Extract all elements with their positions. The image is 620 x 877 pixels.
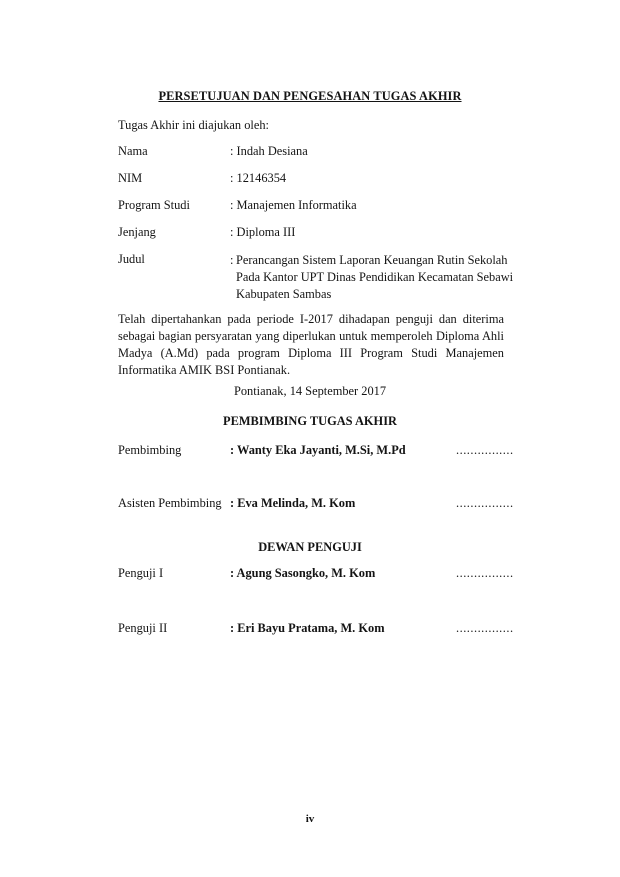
- pembimbing-label: Pembimbing: [118, 443, 182, 457]
- penguji-2-name: : Eri Bayu Pratama, M. Kom: [230, 621, 385, 635]
- penguji-heading: DEWAN PENGUJI: [258, 540, 362, 554]
- pembimbing-name: : Wanty Eka Jayanti, M.Si, M.Pd: [230, 443, 406, 457]
- jenjang-label: Jenjang: [118, 225, 156, 239]
- asisten-pembimbing-signature-line: ................: [456, 496, 514, 510]
- judul-colon: :: [230, 253, 234, 267]
- jenjang-value: : Diploma III: [230, 225, 296, 239]
- judul-label: Judul: [118, 252, 145, 266]
- pembimbing-heading: PEMBIMBING TUGAS AKHIR: [223, 414, 397, 428]
- nama-label: Nama: [118, 144, 148, 158]
- nim-value: : 12146354: [230, 171, 287, 185]
- approval-paragraph: Telah dipertahankan pada periode I-2017 dihadapan penguji dan diterima sebagai bagian persyaratan yang diperlukan untuk memperoleh Diploma Ahli Madya (A.Md) pada program Diploma III Program Studi Manajemen Informatika AMIK BSI Pontianak.: [118, 312, 504, 377]
- penguji-1-signature-line: ................: [456, 566, 514, 580]
- penguji-2-signature-line: ................: [456, 621, 514, 635]
- program-studi-value: : Manajemen Informatika: [230, 198, 357, 212]
- nama-value: : Indah Desiana: [230, 144, 308, 158]
- judul-value: [230, 252, 530, 303]
- asisten-pembimbing-label: Asisten Pembimbing: [118, 496, 222, 510]
- penguji-2-label: Penguji II: [118, 621, 168, 635]
- page-number: iv: [305, 813, 315, 825]
- judul-line: Perancangan Sistem Laporan Keuangan Rutin Sekolah: [236, 253, 508, 267]
- program-studi-label: Program Studi: [118, 198, 190, 212]
- intro-text: Tugas Akhir ini diajukan oleh:: [118, 118, 269, 132]
- penguji-1-label: Penguji I: [118, 566, 164, 580]
- page-title: PERSETUJUAN DAN PENGESAHAN TUGAS AKHIR: [158, 89, 462, 103]
- judul-line: Kabupaten Sambas: [236, 287, 332, 301]
- pembimbing-signature-line: ................: [456, 443, 514, 457]
- judul-line: Pada Kantor UPT Dinas Pendidikan Kecamatan Sebawi: [236, 270, 514, 284]
- penguji-1-name: : Agung Sasongko, M. Kom: [230, 566, 376, 580]
- place-date: Pontianak, 14 September 2017: [233, 384, 387, 398]
- nim-label: NIM: [118, 171, 143, 185]
- asisten-pembimbing-name: : Eva Melinda, M. Kom: [230, 496, 356, 510]
